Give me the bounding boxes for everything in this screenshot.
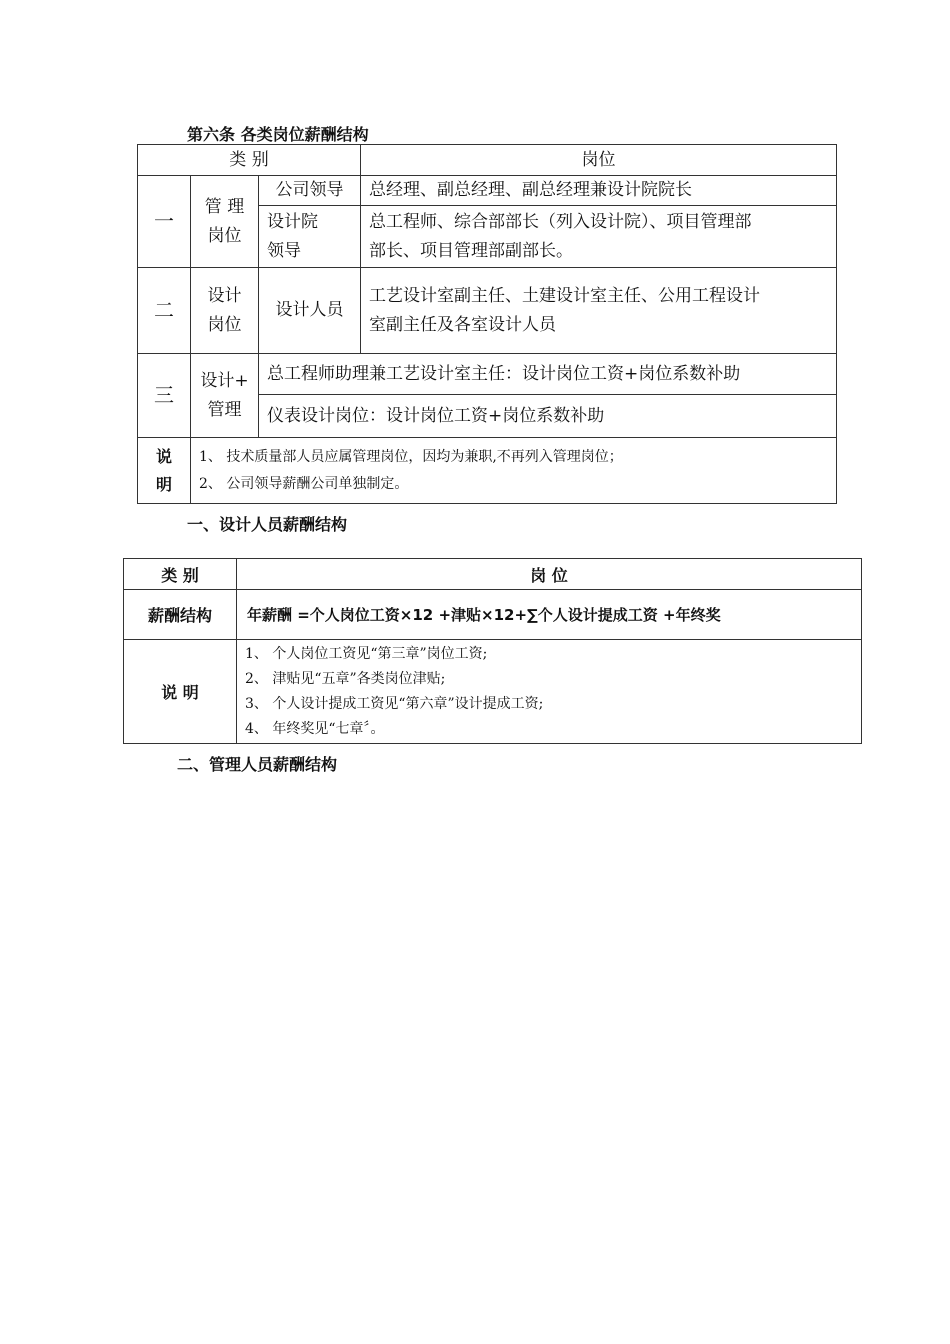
group3-row-2: 仪表设计岗位：设计岗位工资+岗位系数补助 bbox=[259, 395, 837, 438]
header-category: 类 别 bbox=[138, 145, 361, 176]
group3-row-1: 总工程师助理兼工艺设计室主任：设计岗位工资+岗位系数补助 bbox=[259, 354, 837, 395]
group-num-3: 三 bbox=[138, 354, 191, 438]
sub-name-company-leader: 公司领导 bbox=[259, 176, 361, 206]
sub-text-designers: 工艺设计室副主任、土建设计室主任、公用工程设计 室副主任及各室设计人员 bbox=[361, 268, 837, 354]
article-title: 第六条 各类岗位薪酬结构 bbox=[187, 125, 369, 144]
header-position: 岗位 bbox=[361, 145, 837, 176]
salary-formula: 年薪酬 =个人岗位工资×12 +津贴×12+∑个人设计提成工资 +年终奖 bbox=[237, 590, 862, 640]
sub-name-designers: 设计人员 bbox=[259, 268, 361, 354]
t2-note-text: 1、 个人岗位工资见“第三章”岗位工资; 2、 津贴见“五章”各类岗位津贴; 3、 个人设计提成工资见“第六章”设计提成工资; 4、 年终奖见“七章〞。 bbox=[237, 640, 862, 744]
group-num-1: 一 bbox=[138, 176, 191, 268]
t2-note-label: 说 明 bbox=[124, 640, 237, 744]
sub-text-design-institute-leader: 总工程师、综合部部长（列入设计院）、项目管理部 部长、项目管理部副部长。 bbox=[361, 206, 837, 268]
sub-name-design-institute-leader: 设计院 领导 bbox=[259, 206, 361, 268]
section1-title: 一、设计人员薪酬结构 bbox=[187, 515, 348, 534]
t2-header-category: 类 别 bbox=[124, 559, 237, 590]
sub-text-company-leader: 总经理、副总经理、副总经理兼设计院院长 bbox=[361, 176, 837, 206]
group-type-1: 管 理 岗位 bbox=[191, 176, 259, 268]
section2-title: 二、管理人员薪酬结构 bbox=[177, 755, 338, 774]
note-text: 1、 技术质量部人员应属管理岗位，因均为兼职,不再列入管理岗位； 2、 公司领导薪酬公司单独制定。 bbox=[191, 438, 837, 504]
position-category-table bbox=[137, 144, 837, 504]
group-type-3: 设计+ 管理 bbox=[191, 354, 259, 438]
note-label: 说 明 bbox=[138, 438, 191, 504]
salary-structure-label: 薪酬结构 bbox=[124, 590, 237, 640]
group-type-2: 设计 岗位 bbox=[191, 268, 259, 354]
t2-header-position: 岗 位 bbox=[237, 559, 862, 590]
group-num-2: 二 bbox=[138, 268, 191, 354]
designer-salary-table bbox=[123, 558, 862, 744]
